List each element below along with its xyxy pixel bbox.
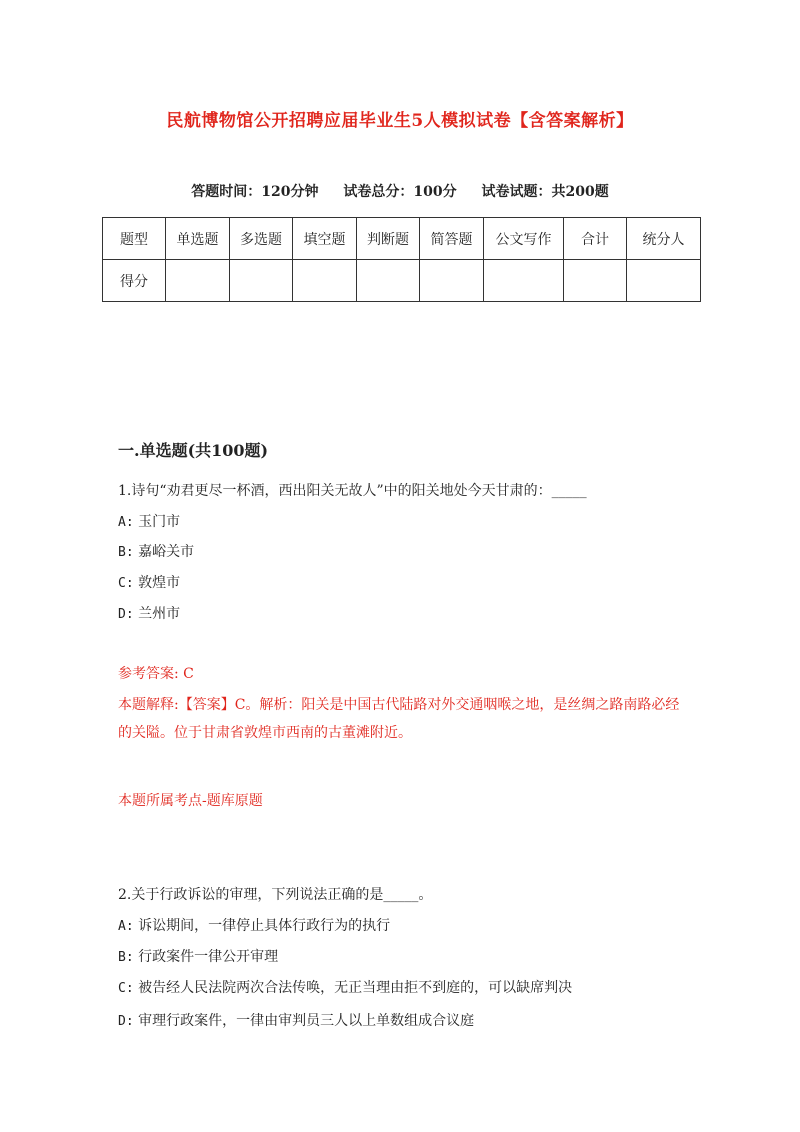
score-cell <box>230 260 293 302</box>
option-label: C: <box>118 576 134 591</box>
table-header-cell: 合计 <box>564 218 627 260</box>
option-label: A: <box>118 919 134 934</box>
reference-answer: 参考答案: C <box>118 666 194 682</box>
table-header-cell: 判断题 <box>357 218 420 260</box>
option-text: 兰州市 <box>138 606 181 622</box>
table-header-cell: 公文写作 <box>484 218 564 260</box>
table-header-cell: 填空题 <box>293 218 357 260</box>
option-text: 审理行政案件，一律由审判员三人以上单数组成合议庭 <box>138 1013 475 1029</box>
score-cell <box>293 260 357 302</box>
option-text: 嘉峪关市 <box>138 544 195 560</box>
exam-total-score: 试卷总分：100分 <box>343 184 457 200</box>
question-option <box>118 603 180 623</box>
score-cell <box>420 260 484 302</box>
option-text: 诉讼期间，一律停止具体行政行为的执行 <box>138 918 391 934</box>
table-header-cell: 统分人 <box>627 218 701 260</box>
question-stem: 1.诗句“劝君更尽一杯酒，西出阳关无故人”中的阳关地处今天甘肃的：_____ <box>118 483 587 499</box>
option-label: D: <box>118 1014 134 1029</box>
exam-time: 答题时间：120分钟 <box>191 184 319 200</box>
question-option <box>118 977 572 997</box>
score-row-label: 得分 <box>103 260 166 302</box>
option-text: 被告经人民法院两次合法传唤，无正当理由拒不到庭的，可以缺席判决 <box>138 980 573 996</box>
section-title: 一.单选题(共100题) <box>118 441 269 460</box>
question-option <box>118 946 278 966</box>
option-label: A: <box>118 515 134 530</box>
table-header-cell: 单选题 <box>166 218 230 260</box>
question-option <box>118 572 180 592</box>
question-source: 本题所属考点-题库原题 <box>118 793 263 809</box>
option-label: B: <box>118 950 134 965</box>
score-cell <box>627 260 701 302</box>
answer-explanation: 本题解释:【答案】C。解析：阳关是中国古代陆路对外交通咽喉之地，是丝绸之路南路必经的关隘。位于甘肃省敦煌市西南的古董滩附近。 <box>118 697 680 741</box>
question-stem: 2.关于行政诉讼的审理，下列说法正确的是_____。 <box>118 887 433 903</box>
option-label: D: <box>118 607 134 622</box>
document-title: 民航博物馆公开招聘应届毕业生5人模拟试卷【含答案解析】 <box>166 111 634 131</box>
question-option <box>118 511 180 531</box>
option-text: 行政案件一律公开审理 <box>138 949 279 965</box>
exam-info <box>0 181 800 201</box>
score-cell <box>484 260 564 302</box>
table-header-cell: 题型 <box>103 218 166 260</box>
option-label: C: <box>118 981 134 996</box>
question-option <box>118 915 390 935</box>
option-label: B: <box>118 545 134 560</box>
question-option <box>118 1010 474 1030</box>
question-option <box>118 541 194 561</box>
table-header-cell: 简答题 <box>420 218 484 260</box>
score-cell <box>357 260 420 302</box>
score-table-header-row <box>103 218 701 260</box>
score-table-score-row <box>103 260 701 302</box>
table-header-cell: 多选题 <box>230 218 293 260</box>
option-text: 玉门市 <box>138 514 181 530</box>
exam-question-count: 试卷试题：共200题 <box>481 184 609 200</box>
score-table <box>102 217 701 302</box>
option-text: 敦煌市 <box>138 575 181 591</box>
score-cell <box>564 260 627 302</box>
score-cell <box>166 260 230 302</box>
